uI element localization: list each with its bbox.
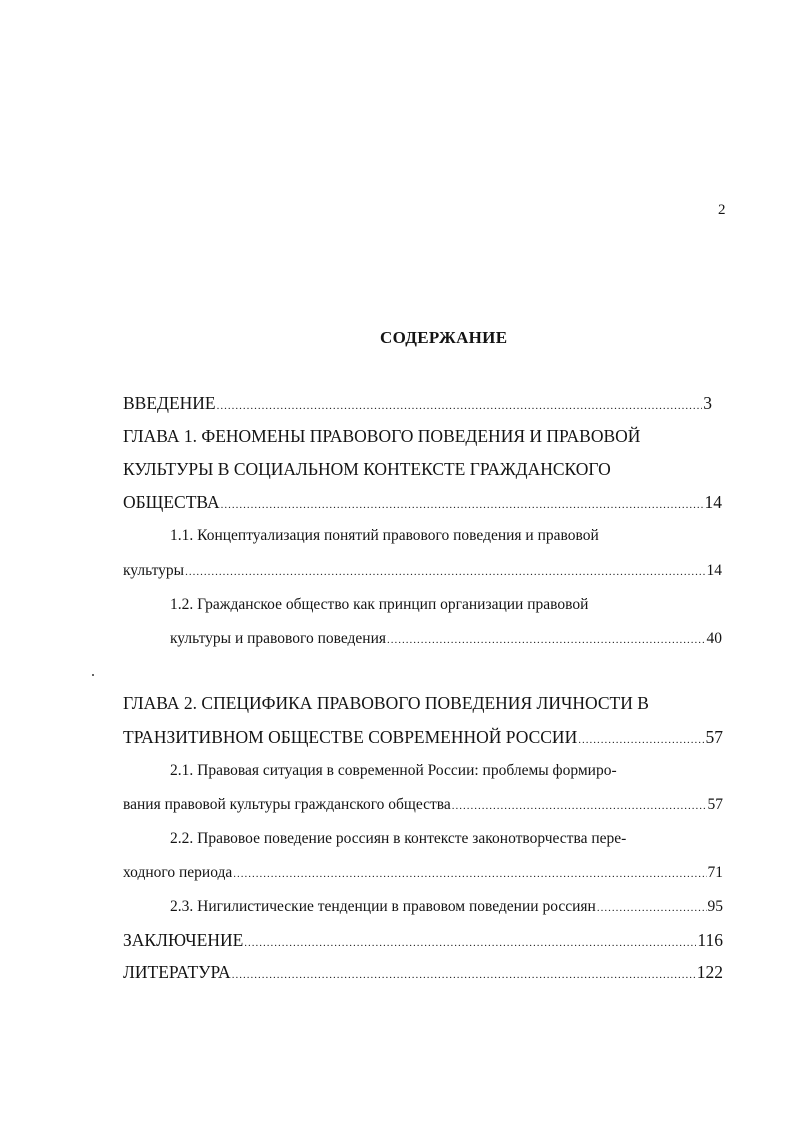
toc-entry-text: культуры и правового поведения bbox=[170, 630, 387, 647]
toc-chapter-1-line-2 bbox=[123, 459, 723, 483]
toc-entry-page: 40 bbox=[706, 630, 722, 647]
toc-title: СОДЕРЖАНИЕ bbox=[380, 328, 508, 347]
toc-entry-text: ГЛАВА 1. ФЕНОМЕНЫ ПРАВОВОГО ПОВЕДЕНИЯ И ПРАВОВОЙ bbox=[123, 426, 641, 446]
toc-entry-page: 122 bbox=[696, 962, 723, 982]
toc-entry-page: 14 bbox=[704, 492, 722, 512]
toc-section-2-1-line-2 bbox=[123, 796, 723, 820]
toc-entry-text: КУЛЬТУРЫ В СОЦИАЛЬНОМ КОНТЕКСТЕ ГРАЖДАНСКОГО bbox=[123, 459, 611, 479]
toc-chapter-1-line-1 bbox=[123, 426, 723, 450]
toc-entry-text: 2.1. Правовая ситуация в современной России: проблемы формиро- bbox=[170, 762, 617, 779]
toc-entry-literature bbox=[123, 962, 723, 986]
scan-speck bbox=[92, 674, 94, 676]
toc-entry-page: 71 bbox=[707, 864, 723, 881]
toc-leader-dots bbox=[221, 499, 704, 511]
toc-leader-dots bbox=[387, 634, 705, 646]
toc-entry-text: 1.1. Концептуализация понятий правового поведения и правовой bbox=[170, 527, 599, 544]
toc-section-2-2-line-2 bbox=[123, 864, 723, 888]
toc-leader-dots bbox=[232, 969, 696, 981]
toc-entry-page: 57 bbox=[705, 727, 723, 747]
toc-leader-dots bbox=[452, 800, 707, 812]
toc-leader-dots bbox=[597, 902, 707, 914]
page-number: 2 bbox=[718, 202, 726, 218]
toc-leader-dots bbox=[578, 734, 704, 746]
toc-chapter-2-line-1 bbox=[123, 693, 723, 717]
toc-section-1-2-line-1 bbox=[170, 596, 730, 620]
toc-entry-introduction bbox=[123, 393, 712, 417]
toc-entry-conclusion bbox=[123, 930, 723, 954]
toc-section-2-3 bbox=[170, 898, 723, 922]
toc-entry-text: ЛИТЕРАТУРА bbox=[123, 962, 231, 982]
toc-entry-text: 2.2. Правовое поведение россиян в контексте законотворчества пере- bbox=[170, 830, 627, 847]
toc-section-2-1-line-1 bbox=[170, 762, 730, 786]
toc-entry-page: 57 bbox=[707, 796, 723, 813]
toc-entry-page: 3 bbox=[703, 393, 712, 413]
toc-entry-text: ходного периода bbox=[123, 864, 233, 881]
toc-entry-text: ГЛАВА 2. СПЕЦИФИКА ПРАВОВОГО ПОВЕДЕНИЯ ЛИЧНОСТИ В bbox=[123, 693, 649, 713]
toc-leader-dots bbox=[217, 400, 703, 412]
toc-section-2-2-line-1 bbox=[170, 830, 730, 854]
toc-leader-dots bbox=[233, 868, 706, 880]
toc-section-1-1-line-1 bbox=[170, 527, 730, 551]
toc-leader-dots bbox=[185, 566, 705, 578]
toc-section-1-2-line-2 bbox=[170, 630, 722, 654]
toc-chapter-1-line-3 bbox=[123, 492, 722, 516]
toc-entry-text: 1.2. Гражданское общество как принцип организации правовой bbox=[170, 596, 589, 613]
toc-entry-page: 116 bbox=[697, 930, 723, 950]
toc-entry-text: культуры bbox=[123, 562, 185, 579]
toc-leader-dots bbox=[244, 937, 696, 949]
toc-chapter-2-line-2 bbox=[123, 727, 723, 751]
toc-section-1-1-line-2 bbox=[123, 562, 722, 586]
toc-entry-text: ВВЕДЕНИЕ bbox=[123, 393, 216, 413]
toc-entry-text: 2.3. Нигилистические тенденции в правовом поведении россиян bbox=[170, 898, 596, 915]
toc-entry-page: 14 bbox=[706, 562, 722, 579]
toc-entry-text: ЗАКЛЮЧЕНИЕ bbox=[123, 930, 244, 950]
toc-entry-text: вания правовой культуры гражданского общества bbox=[123, 796, 451, 813]
toc-entry-text: ТРАНЗИТИВНОМ ОБЩЕСТВЕ СОВРЕМЕННОЙ РОССИИ bbox=[123, 727, 578, 747]
toc-entry-page: 95 bbox=[707, 898, 723, 915]
toc-entry-text: ОБЩЕСТВА bbox=[123, 492, 220, 512]
